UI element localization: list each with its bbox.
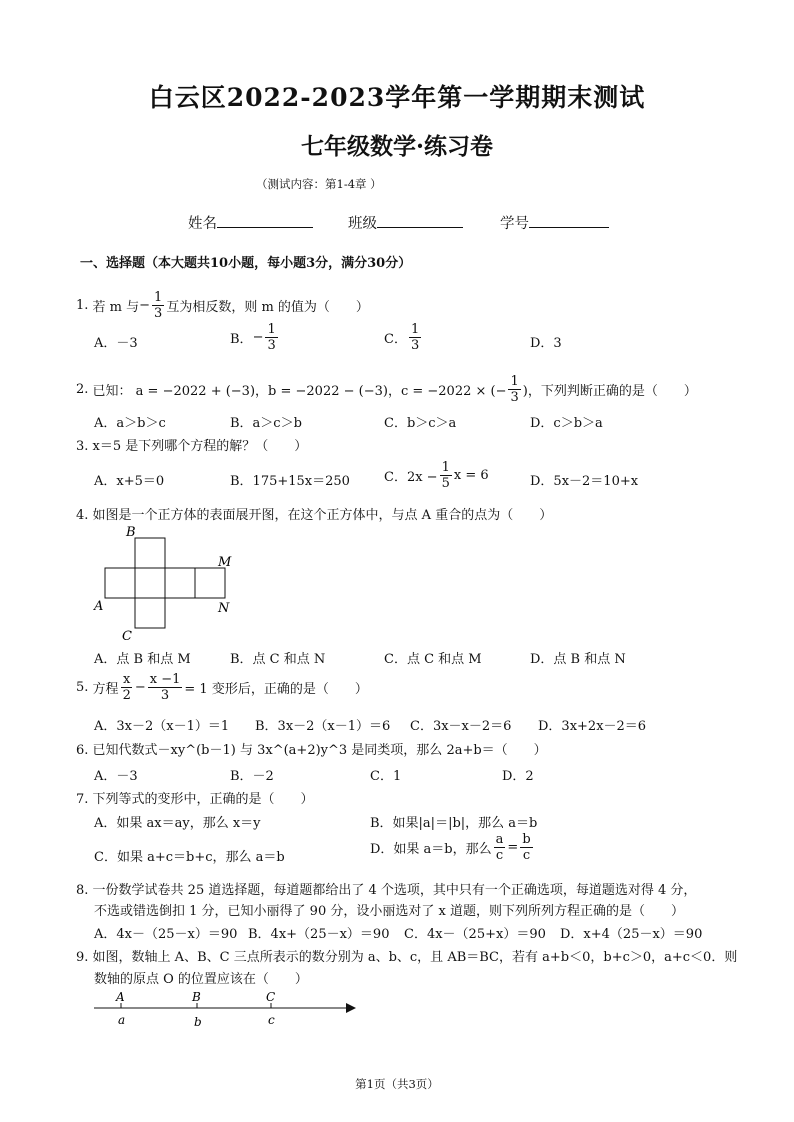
- question-number: 9.: [76, 950, 89, 965]
- name-field: [188, 211, 313, 233]
- label-b: B: [126, 525, 136, 540]
- value-label-c: c: [268, 1013, 275, 1027]
- option-c[interactable]: C．b＞c＞a: [384, 416, 457, 431]
- net-square: [135, 538, 165, 568]
- option-a[interactable]: A．－3: [94, 769, 138, 784]
- question-9: [76, 946, 737, 965]
- class-field: [348, 211, 463, 233]
- value-label-b: b: [194, 1015, 202, 1029]
- test-scope: （测试内容：第1-4章 ）: [256, 177, 382, 191]
- option-b[interactable]: B． − $\frac{1}{3}$: [230, 322, 276, 353]
- option-a[interactable]: A．a＞b＞c: [94, 416, 166, 431]
- fraction: $\frac{1}{3}$: [510, 374, 519, 405]
- fraction: $\frac{1}{3}$: [410, 322, 420, 353]
- option-d[interactable]: D．x+4（25－x）＝90: [560, 927, 703, 942]
- point-label-c: C: [266, 990, 276, 1004]
- question-number: 6.: [76, 743, 89, 758]
- option-b[interactable]: B．－2: [230, 769, 274, 784]
- question-9-line-2: 数轴的原点 O 的位置应该在（ ）: [94, 972, 308, 987]
- question-number: 2.: [76, 382, 89, 397]
- question-6: [76, 739, 547, 758]
- option-d[interactable]: D．3x+2x－2＝6: [538, 719, 647, 734]
- net-square: [135, 598, 165, 628]
- fraction: $\frac{x -1}{3}$: [149, 672, 181, 703]
- label-n: N: [218, 601, 230, 616]
- point-label-b: B: [192, 990, 201, 1004]
- option-a[interactable]: A．点 B 和点 M: [94, 652, 191, 667]
- net-square: [105, 568, 135, 598]
- net-square: [195, 568, 225, 598]
- question-text: 如图，数轴上 A、B、C 三点所表示的数分别为 a、b、c，且 AB＝BC，若有 a+b＜0，b+c＞0，a+c＜0．则: [92, 950, 738, 965]
- question-1: [76, 290, 369, 321]
- fraction: $\frac{x}{2}$: [122, 672, 131, 703]
- question-number: 8.: [76, 883, 89, 898]
- question-text: x＝5 是下列哪个方程的解？（ ）: [92, 439, 308, 454]
- option-b[interactable]: B．4x+（25－x）＝90: [248, 927, 390, 942]
- option-c[interactable]: C．如果 a+c＝b+c，那么 a＝b: [94, 850, 285, 865]
- option-a[interactable]: A．4x－（25－x）＝90: [94, 927, 238, 942]
- fraction: $\frac{1}{5}$: [441, 460, 450, 491]
- question-text: )，下列判断正确的是（ ）: [522, 384, 697, 399]
- option-a[interactable]: A．x+5＝0: [94, 474, 165, 489]
- minus-sign: −: [139, 298, 151, 313]
- option-a[interactable]: A．3x－2（x－1）＝1: [94, 719, 230, 734]
- option-c[interactable]: C．点 C 和点 M: [384, 652, 482, 667]
- question-4: [76, 504, 552, 523]
- option-b[interactable]: B．点 C 和点 N: [230, 652, 326, 667]
- question-number: 7.: [76, 792, 89, 807]
- section-heading: 一、选择题（本大题共10小题，每小题3分，满分30分）: [80, 256, 412, 271]
- fraction: $\frac{b}{c}$: [522, 832, 531, 863]
- question-text: 下列等式的变形中，正确的是（ ）: [92, 792, 314, 807]
- page-number: 第1页（共3页）: [355, 1077, 439, 1091]
- name-label: 姓名: [188, 216, 217, 232]
- value-label-a: a: [118, 1013, 126, 1027]
- question-text: 互为相反数，则 m 的值为（ ）: [166, 300, 369, 315]
- question-text: 已知： a = −2022 + (−3)，b = −2022 − (−3)，c = −2022 × (−: [92, 384, 507, 399]
- option-c[interactable]: C．1: [370, 769, 402, 784]
- question-text: 方程: [92, 682, 119, 697]
- question-text: 若 m 与: [92, 300, 140, 315]
- option-a[interactable]: A．如果 ax＝ay，那么 x＝y: [94, 816, 261, 831]
- option-c[interactable]: C．4x－（25+x）＝90: [404, 927, 546, 942]
- option-d[interactable]: D．如果 a＝b，那么 $\frac{a}{c}$ = $\frac{b}{c}$: [370, 832, 531, 863]
- net-square: [165, 568, 195, 598]
- question-number: 1.: [76, 298, 89, 313]
- question-5: [76, 672, 368, 703]
- option-a[interactable]: A．－3: [94, 336, 138, 351]
- label-a: A: [94, 599, 104, 614]
- class-label: 班级: [348, 216, 377, 232]
- exam-title: 白云区2022-2023学年第一学期期末测试: [148, 83, 646, 112]
- option-d[interactable]: D．2: [502, 769, 534, 784]
- point-label-a: A: [116, 990, 125, 1004]
- minus-sign: −: [134, 680, 146, 695]
- option-d[interactable]: D．3: [530, 336, 562, 351]
- question-text: 已知代数式－xy^(b－1) 与 3x^(a+2)y^3 是同类项，那么 2a+b＝（ ）: [92, 743, 547, 758]
- student-id-blank: [529, 211, 609, 228]
- option-b[interactable]: B．3x－2（x－1）＝6: [255, 719, 391, 734]
- name-blank: [217, 211, 313, 228]
- question-number: 5.: [76, 680, 89, 695]
- question-8: [76, 879, 696, 898]
- fraction: $\frac{a}{c}$: [495, 832, 504, 863]
- option-c[interactable]: C． $\frac{1}{3}$: [384, 322, 420, 353]
- option-b[interactable]: B．如果|a|＝|b|，那么 a＝b: [370, 816, 538, 831]
- student-id-field: [500, 211, 609, 233]
- question-text: = 1 变形后，正确的是（ ）: [184, 682, 368, 697]
- fraction: $\frac{1}{3}$: [267, 322, 276, 353]
- option-d[interactable]: D．点 B 和点 N: [530, 652, 626, 667]
- option-d[interactable]: D．c＞b＞a: [530, 416, 603, 431]
- class-blank: [377, 211, 463, 228]
- question-number: 3.: [76, 439, 89, 454]
- label-m: M: [218, 555, 232, 570]
- cube-net-figure: [90, 522, 250, 644]
- net-square: [135, 568, 165, 598]
- label-c: C: [122, 629, 132, 644]
- exam-subtitle: 七年级数学·练习卷: [300, 133, 493, 160]
- question-7: [76, 788, 314, 807]
- question-3: [76, 435, 307, 454]
- fraction: $\frac{1}{3}$: [154, 290, 163, 321]
- question-number: 4.: [76, 508, 89, 523]
- option-b[interactable]: B．a＞c＞b: [230, 416, 302, 431]
- arrow-icon: [346, 1003, 356, 1013]
- option-b[interactable]: B．175+15x＝250: [230, 474, 350, 489]
- option-d[interactable]: D．5x－2＝10+x: [530, 474, 639, 489]
- question-2: [76, 374, 697, 405]
- student-id-label: 学号: [500, 216, 529, 232]
- option-c[interactable]: C．2x − $\frac{1}{5}$ x = 6: [384, 460, 489, 491]
- option-c[interactable]: C．3x－x－2＝6: [410, 719, 512, 734]
- number-line-figure: [90, 988, 370, 1032]
- question-text: 如图是一个正方体的表面展开图，在这个正方体中，与点 A 重合的点为（ ）: [92, 508, 553, 523]
- question-8-line-2: 不选或错选倒扣 1 分，已知小丽得了 90 分，设小丽选对了 x 道题，则下列所列方程正确的是（ ）: [94, 904, 684, 919]
- question-text: 一份数学试卷共 25 道选择题，每道题都给出了 4 个选项，其中只有一个正确选项，每道题选对得 4 分，: [92, 883, 697, 898]
